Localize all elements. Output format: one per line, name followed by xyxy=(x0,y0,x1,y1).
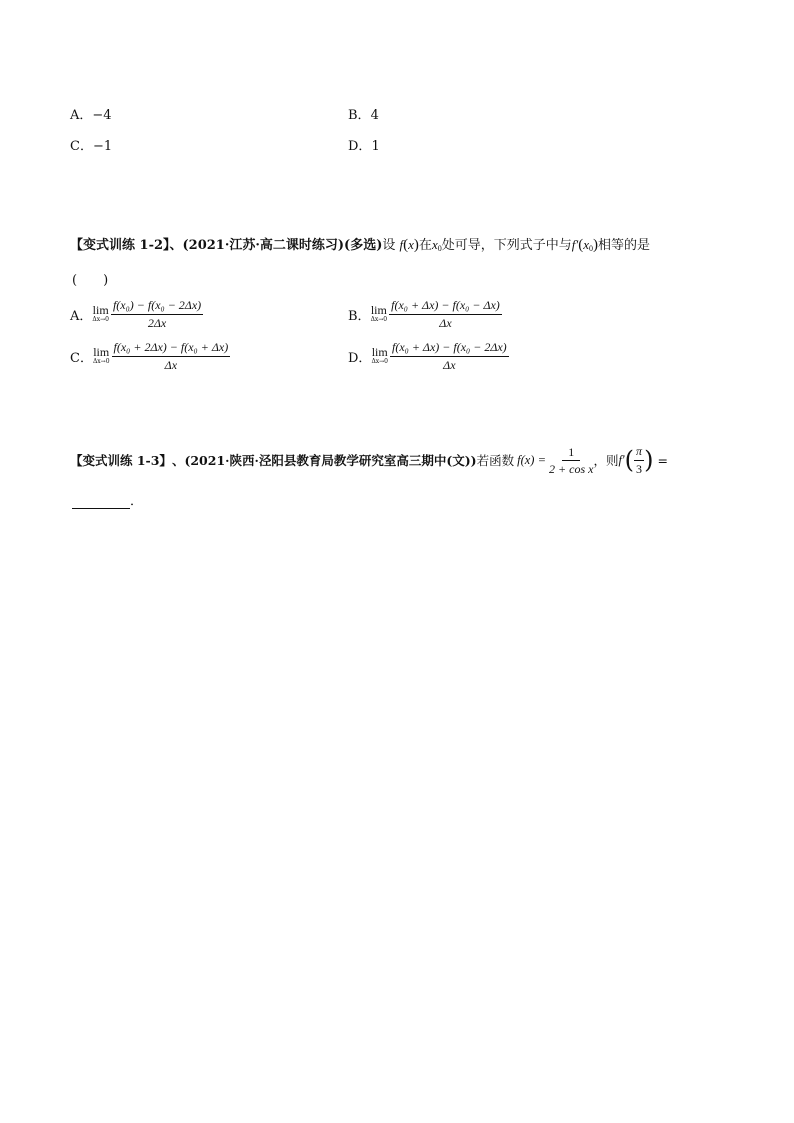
denominator: Δx xyxy=(443,358,456,372)
option-value: −1 xyxy=(92,139,113,154)
q2-stem-text: 相等的是 xyxy=(597,238,650,253)
denominator: 2Δx xyxy=(147,316,167,330)
q2-stem xyxy=(70,234,650,254)
q2-tag: 【变式训练 1-2】 xyxy=(70,238,170,253)
q2-option-d xyxy=(348,340,509,372)
option-value: 1 xyxy=(371,139,380,154)
q3-source: 、(2021·陕西·泾阳县教育局教学研究室高三期中(文)) xyxy=(171,453,477,468)
limit-operator xyxy=(371,346,388,366)
q3-fprime: f′ xyxy=(618,452,625,467)
denominator: Δx xyxy=(164,358,178,372)
q2-x0: $x_0$ xyxy=(431,237,442,253)
limit-operator xyxy=(371,304,388,324)
lim-under: Δx→0 xyxy=(370,316,388,323)
q1-option-b xyxy=(348,104,379,123)
option-label: B． xyxy=(348,308,371,324)
option-label: A． xyxy=(70,308,93,324)
lim-under: Δx→0 xyxy=(371,358,388,365)
option-label: C． xyxy=(70,139,93,154)
right-paren: ) xyxy=(644,446,654,474)
numerator: π xyxy=(634,444,644,461)
option-label: B． xyxy=(348,108,371,123)
numerator: f(x₀) − f(x₀ − 2Δx) xyxy=(111,298,203,315)
q2-option-a xyxy=(70,298,203,330)
option-label: C． xyxy=(70,350,93,366)
q2-stem-text: 设 xyxy=(382,238,396,253)
lim-word: lim xyxy=(370,303,387,317)
q3-pi-fraction xyxy=(634,444,644,476)
denominator: 3 xyxy=(636,462,643,476)
q2-option-b xyxy=(348,298,502,330)
q1-option-a xyxy=(70,104,112,123)
limit-operator xyxy=(92,304,109,324)
q3-stem-text: 若函数 xyxy=(476,453,515,468)
left-paren: ( xyxy=(624,446,635,474)
q2-source: 、(2021·江苏·高二课时练习)(多选) xyxy=(169,238,383,253)
option-label: D． xyxy=(348,139,372,154)
option-value: 4 xyxy=(370,108,379,123)
lim-word: lim xyxy=(93,345,110,359)
fraction xyxy=(389,298,502,330)
answer-blank[interactable] xyxy=(72,496,130,509)
period: ． xyxy=(130,494,144,509)
limit-operator xyxy=(93,346,110,366)
lim-word: lim xyxy=(371,345,388,359)
lim-word: lim xyxy=(92,303,109,317)
q3-fx: f(x) = xyxy=(517,452,547,467)
q3-tag: 【变式训练 1-3】 xyxy=(70,453,172,468)
numerator: f(x₀ + Δx) − f(x₀ − Δx) xyxy=(389,298,502,315)
option-label: D． xyxy=(348,350,372,366)
lim-under: Δx→0 xyxy=(92,316,109,323)
q3-answer-line xyxy=(72,490,143,509)
fraction xyxy=(112,340,231,372)
denominator: Δx xyxy=(439,316,452,330)
q3-stem xyxy=(70,444,668,476)
q1-option-c xyxy=(70,135,112,154)
q3-fraction xyxy=(549,445,593,476)
option-label: A． xyxy=(70,108,93,123)
q2-stem-text: 处可导，下列式子中与 xyxy=(441,238,572,253)
option-value: −4 xyxy=(92,108,112,123)
q1-option-d xyxy=(348,135,380,154)
q2-stem-text: 在 xyxy=(418,238,432,253)
equals-sign: = xyxy=(657,452,668,468)
q2-option-c xyxy=(70,340,230,372)
numerator: f(x₀ + Δx) − f(x₀ − 2Δx) xyxy=(390,340,509,357)
fraction xyxy=(390,340,509,372)
lim-under: Δx→0 xyxy=(92,358,110,365)
numerator: f(x₀ + 2Δx) − f(x₀ + Δx) xyxy=(112,340,231,357)
q2-answer-bracket: ( ) xyxy=(72,273,109,288)
q2-fx: f(x) xyxy=(399,237,419,253)
q2-fprime-x0: $f'(x_0)$ xyxy=(571,237,598,253)
numerator: 1 xyxy=(562,445,580,461)
q3-stem-text: ，则 xyxy=(593,453,619,468)
denominator: 2 + cos x xyxy=(549,461,594,476)
fraction xyxy=(111,298,203,330)
